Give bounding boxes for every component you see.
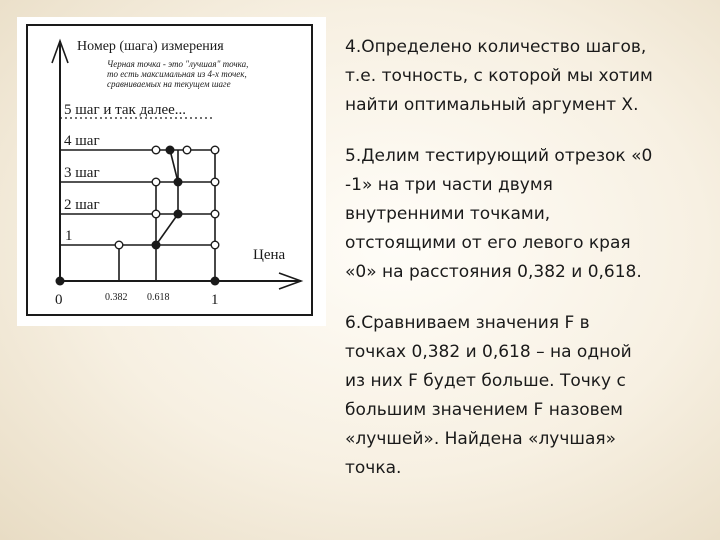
open-point (211, 210, 219, 218)
best-point-step-3 (174, 178, 183, 187)
open-point (152, 146, 160, 154)
y-axis-label: Номер (шага) измерения (77, 39, 224, 54)
diagonal-best-path-2 (170, 150, 178, 182)
x-tick-0: 0 (55, 292, 63, 308)
x-tick-0382: 0.382 (105, 292, 128, 303)
best-point-step-1 (152, 241, 161, 250)
x-tick-1: 1 (211, 292, 219, 308)
step-label-1: 1 (65, 228, 73, 244)
step-label-5: 5 шаг и так далее... (64, 102, 187, 118)
paragraph-step-5: 5.Делим тестирующий отрезок «0 -1» на три части двумя внутренними точками, отстоящими от его левого края «0» на расстояния 0,382 и 0,618. (345, 146, 653, 282)
step-label-3: 3 шаг (64, 165, 100, 181)
note-line-2: то есть максимальная из 4-х точек, (107, 69, 247, 79)
end-point (211, 277, 220, 286)
x-tick-0618: 0.618 (147, 292, 170, 303)
diagonal-best-path-1 (156, 214, 178, 245)
open-point (183, 146, 191, 154)
paragraph-step-6: 6.Сравниваем значения F в точках 0,382 и 0,618 – на одной из них F будет больше. Точку с большим значением F назовем «лучшей». Найдена «лучшая» точка. (345, 313, 632, 478)
open-point (152, 210, 160, 218)
note-line-1: Черная точка - это "лучшая" точка, (107, 59, 249, 69)
open-point (211, 146, 219, 154)
best-point-step-4 (166, 146, 175, 155)
golden-section-diagram (17, 17, 326, 326)
open-points (115, 146, 219, 249)
note-line-3: сравниваемых на текущем шаге (107, 79, 231, 89)
paragraph-step-4: 4.Определено количество шагов, т.е. точность, с которой мы хотим найти оптимальный аргумент X. (345, 37, 653, 115)
open-point (152, 178, 160, 186)
open-point (211, 178, 219, 186)
step-label-2: 2 шаг (64, 197, 100, 213)
origin-point (56, 277, 65, 286)
explanation-text (345, 33, 695, 505)
step-label-4: 4 шаг (64, 133, 100, 149)
open-point (115, 241, 123, 249)
x-axis-label: Цена (253, 247, 286, 263)
open-point (211, 241, 219, 249)
diagram-svg (17, 17, 326, 326)
best-point-step-2 (174, 210, 183, 219)
